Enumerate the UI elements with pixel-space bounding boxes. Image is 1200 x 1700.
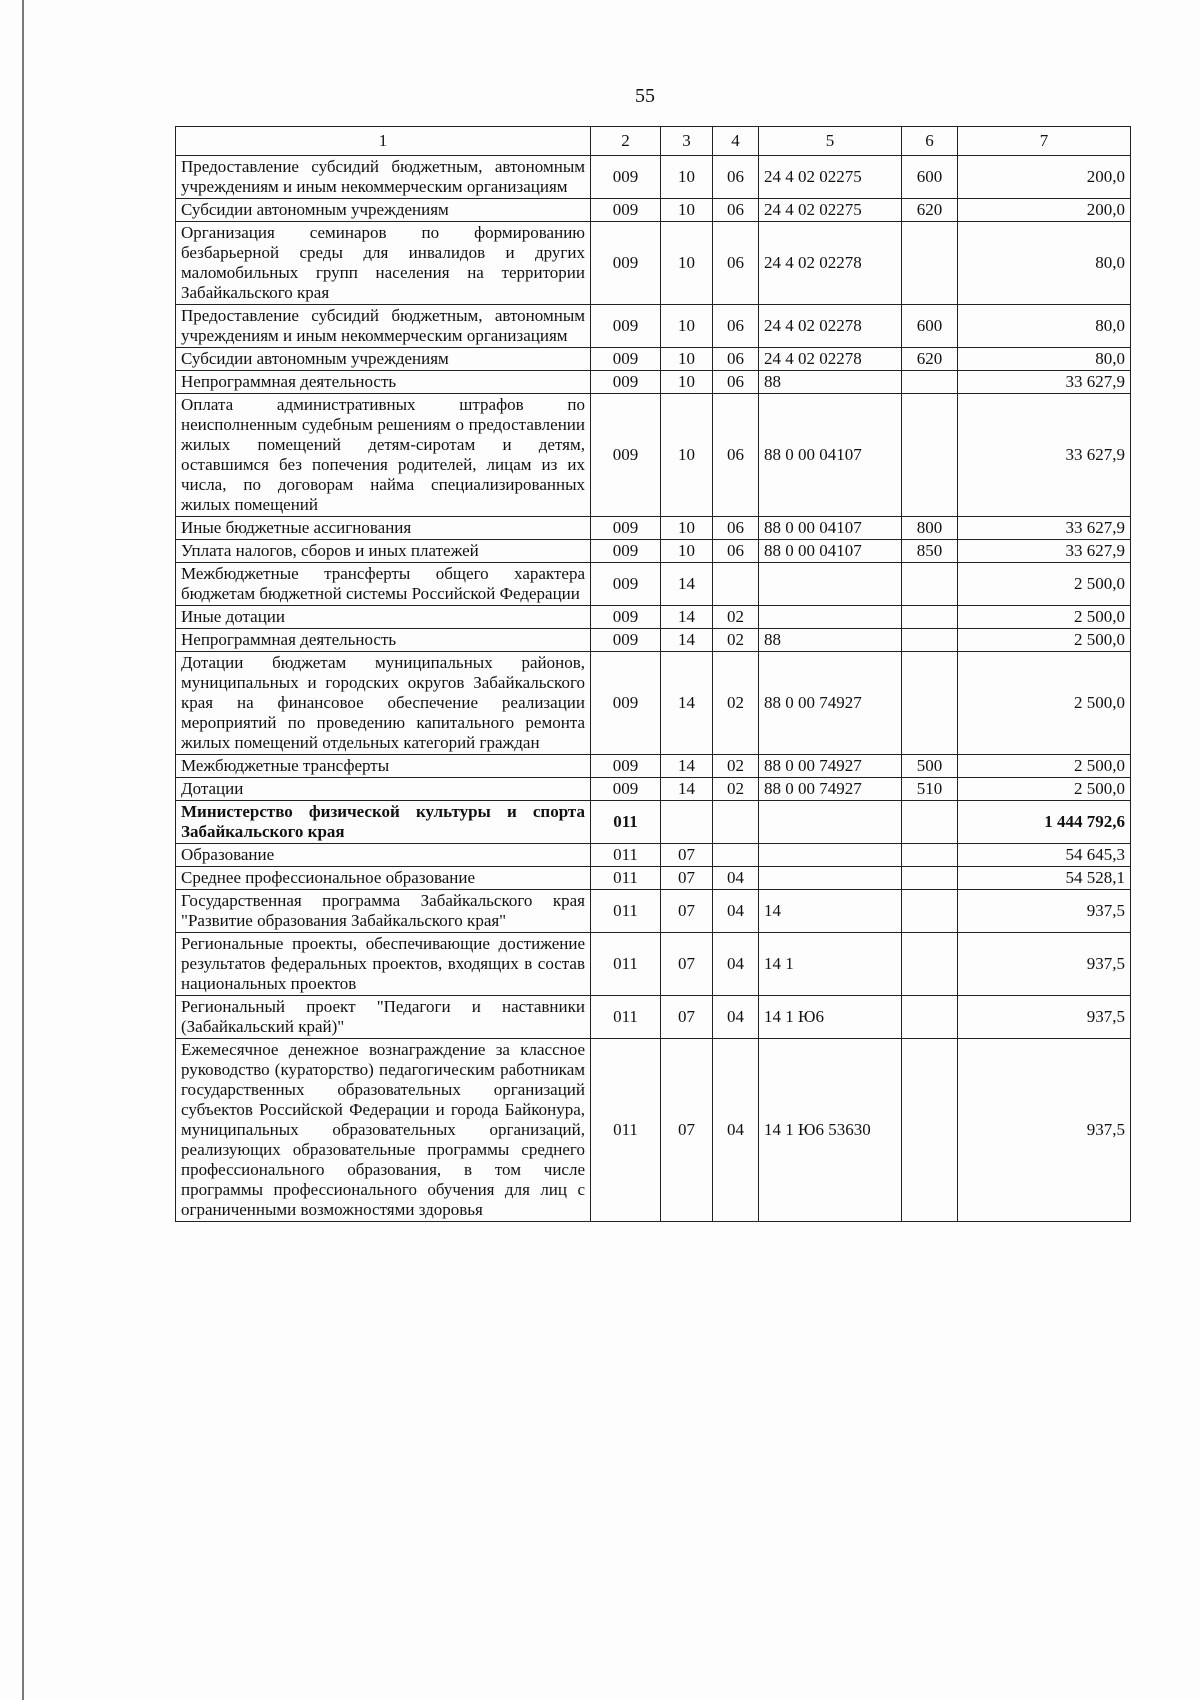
row-name-cell: Иные бюджетные ассигнования (176, 517, 591, 540)
row-name-cell: Субсидии автономным учреждениям (176, 348, 591, 371)
amount-cell: 937,5 (958, 933, 1131, 996)
row-name-cell: Уплата налогов, сборов и иных платежей (176, 540, 591, 563)
column-header-3: 3 (661, 127, 713, 156)
row-name-cell: Предоставление субсидий бюджетным, автономным учреждениям и иным некоммерческим организациям (176, 305, 591, 348)
row-name-cell: Непрограммная деятельность (176, 371, 591, 394)
section-code-cell: 07 (661, 890, 713, 933)
table-row (176, 1039, 1131, 1222)
ministry-code-cell: 009 (591, 755, 661, 778)
row-name-cell: Дотации бюджетам муниципальных районов, муниципальных и городских округов Забайкальского края на финансовое обеспечение реализации мероприятий по проведению капитального ремонта жилых помещений отдельных категорий граждан (176, 652, 591, 755)
amount-cell: 2 500,0 (958, 755, 1131, 778)
expense-type-code-cell (902, 394, 958, 517)
column-header-5: 5 (759, 127, 902, 156)
expense-type-code-cell: 500 (902, 755, 958, 778)
section-code-cell: 07 (661, 1039, 713, 1222)
target-article-code-cell: 24 4 02 02278 (759, 222, 902, 305)
target-article-code-cell: 88 (759, 371, 902, 394)
expense-type-code-cell: 510 (902, 778, 958, 801)
amount-cell: 2 500,0 (958, 606, 1131, 629)
target-article-code-cell: 14 1 Ю6 53630 (759, 1039, 902, 1222)
column-header-2: 2 (591, 127, 661, 156)
section-code-cell: 14 (661, 755, 713, 778)
row-name-cell: Межбюджетные трансферты общего характера бюджетам бюджетной системы Российской Федерации (176, 563, 591, 606)
subsection-code-cell: 02 (713, 606, 759, 629)
subsection-code-cell: 04 (713, 867, 759, 890)
row-name-cell: Оплата административных штрафов по неисполненным судебным решениям о предоставлении жилых помещений детям-сиротам и детям, оставшимся без попечения родителей, лицам из их числа, по договорам найма специализированных жилых помещений (176, 394, 591, 517)
row-name-cell: Дотации (176, 778, 591, 801)
table-row (176, 755, 1131, 778)
table-row (176, 156, 1131, 199)
table-row (176, 305, 1131, 348)
target-article-code-cell (759, 801, 902, 844)
ministry-code-cell: 009 (591, 156, 661, 199)
table-row (176, 563, 1131, 606)
expense-type-code-cell (902, 933, 958, 996)
target-article-code-cell: 88 0 00 04107 (759, 540, 902, 563)
subsection-code-cell: 06 (713, 394, 759, 517)
target-article-code-cell: 24 4 02 02278 (759, 348, 902, 371)
target-article-code-cell (759, 563, 902, 606)
ministry-code-cell: 009 (591, 563, 661, 606)
amount-cell: 33 627,9 (958, 517, 1131, 540)
row-name-cell: Среднее профессиональное образование (176, 867, 591, 890)
amount-cell: 33 627,9 (958, 371, 1131, 394)
row-name-cell: Ежемесячное денежное вознаграждение за классное руководство (кураторство) педагогическим работникам государственных образовательных организаций субъектов Российской Федерации и города Байконура, муниципальных образовательных организаций, реализующих образовательные программы среднего профессионального образования, в том числе программы профессионального обучения для лиц с ограниченными возможностями здоровья (176, 1039, 591, 1222)
amount-cell: 33 627,9 (958, 540, 1131, 563)
amount-cell: 2 500,0 (958, 778, 1131, 801)
target-article-code-cell: 88 0 00 04107 (759, 394, 902, 517)
table-row (176, 606, 1131, 629)
ministry-code-cell: 011 (591, 933, 661, 996)
subsection-code-cell: 06 (713, 305, 759, 348)
subsection-code-cell: 06 (713, 517, 759, 540)
section-code-cell: 14 (661, 629, 713, 652)
table-row (176, 517, 1131, 540)
amount-cell: 200,0 (958, 156, 1131, 199)
expense-type-code-cell (902, 606, 958, 629)
ministry-code-cell: 009 (591, 199, 661, 222)
section-code-cell: 14 (661, 563, 713, 606)
target-article-code-cell: 14 1 Ю6 (759, 996, 902, 1039)
row-name-cell: Министерство физической культуры и спорта Забайкальского края (176, 801, 591, 844)
subsection-code-cell: 02 (713, 755, 759, 778)
column-header-6: 6 (902, 127, 958, 156)
amount-cell: 937,5 (958, 890, 1131, 933)
row-name-cell: Субсидии автономным учреждениям (176, 199, 591, 222)
subsection-code-cell: 02 (713, 652, 759, 755)
subsection-code-cell: 06 (713, 371, 759, 394)
table-row (176, 801, 1131, 844)
target-article-code-cell (759, 844, 902, 867)
amount-cell: 2 500,0 (958, 629, 1131, 652)
expense-type-code-cell: 620 (902, 348, 958, 371)
expense-type-code-cell: 620 (902, 199, 958, 222)
table-row (176, 933, 1131, 996)
amount-cell: 2 500,0 (958, 563, 1131, 606)
expense-type-code-cell (902, 222, 958, 305)
row-name-cell: Непрограммная деятельность (176, 629, 591, 652)
table-row (176, 890, 1131, 933)
budget-table (175, 126, 1131, 1222)
ministry-code-cell: 009 (591, 629, 661, 652)
row-name-cell: Организация семинаров по формированию безбарьерной среды для инвалидов и других маломобильных групп населения на территории Забайкальского края (176, 222, 591, 305)
target-article-code-cell (759, 867, 902, 890)
subsection-code-cell (713, 844, 759, 867)
ministry-code-cell: 009 (591, 606, 661, 629)
ministry-code-cell: 009 (591, 305, 661, 348)
row-name-cell: Региональный проект "Педагоги и наставники (Забайкальский край)" (176, 996, 591, 1039)
table-row (176, 348, 1131, 371)
ministry-code-cell: 009 (591, 348, 661, 371)
ministry-code-cell: 011 (591, 890, 661, 933)
ministry-code-cell: 009 (591, 394, 661, 517)
expense-type-code-cell (902, 801, 958, 844)
target-article-code-cell: 88 (759, 629, 902, 652)
subsection-code-cell: 06 (713, 156, 759, 199)
row-name-cell: Образование (176, 844, 591, 867)
scan-border-line (22, 0, 24, 1700)
section-code-cell: 14 (661, 652, 713, 755)
subsection-code-cell: 06 (713, 222, 759, 305)
expense-type-code-cell: 850 (902, 540, 958, 563)
amount-cell: 80,0 (958, 348, 1131, 371)
expense-type-code-cell: 600 (902, 305, 958, 348)
expense-type-code-cell (902, 867, 958, 890)
ministry-code-cell: 009 (591, 371, 661, 394)
target-article-code-cell: 88 0 00 74927 (759, 778, 902, 801)
subsection-code-cell (713, 801, 759, 844)
target-article-code-cell: 88 0 00 04107 (759, 517, 902, 540)
amount-cell: 937,5 (958, 1039, 1131, 1222)
table-row (176, 652, 1131, 755)
amount-cell: 200,0 (958, 199, 1131, 222)
ministry-code-cell: 011 (591, 996, 661, 1039)
column-header-4: 4 (713, 127, 759, 156)
target-article-code-cell (759, 606, 902, 629)
table-row (176, 371, 1131, 394)
ministry-code-cell: 011 (591, 1039, 661, 1222)
table-row (176, 629, 1131, 652)
row-name-cell: Предоставление субсидий бюджетным, автономным учреждениям и иным некоммерческим организациям (176, 156, 591, 199)
target-article-code-cell: 88 0 00 74927 (759, 652, 902, 755)
expense-type-code-cell: 800 (902, 517, 958, 540)
section-code-cell: 14 (661, 778, 713, 801)
expense-type-code-cell (902, 652, 958, 755)
section-code-cell (661, 801, 713, 844)
table-row (176, 778, 1131, 801)
subsection-code-cell: 06 (713, 540, 759, 563)
target-article-code-cell: 24 4 02 02275 (759, 156, 902, 199)
target-article-code-cell: 14 (759, 890, 902, 933)
amount-cell: 80,0 (958, 222, 1131, 305)
subsection-code-cell: 06 (713, 199, 759, 222)
amount-cell: 80,0 (958, 305, 1131, 348)
subsection-code-cell: 06 (713, 348, 759, 371)
column-header-1: 1 (176, 127, 591, 156)
subsection-code-cell: 04 (713, 996, 759, 1039)
section-code-cell: 10 (661, 199, 713, 222)
expense-type-code-cell (902, 890, 958, 933)
target-article-code-cell: 24 4 02 02275 (759, 199, 902, 222)
amount-cell: 1 444 792,6 (958, 801, 1131, 844)
section-code-cell: 10 (661, 305, 713, 348)
section-code-cell: 10 (661, 222, 713, 305)
expense-type-code-cell (902, 996, 958, 1039)
expense-type-code-cell (902, 1039, 958, 1222)
section-code-cell: 10 (661, 348, 713, 371)
amount-cell: 2 500,0 (958, 652, 1131, 755)
ministry-code-cell: 011 (591, 867, 661, 890)
ministry-code-cell: 009 (591, 778, 661, 801)
ministry-code-cell: 009 (591, 517, 661, 540)
target-article-code-cell: 88 0 00 74927 (759, 755, 902, 778)
table-row (176, 540, 1131, 563)
table-row (176, 199, 1131, 222)
header-row (176, 127, 1131, 156)
section-code-cell: 07 (661, 933, 713, 996)
ministry-code-cell: 009 (591, 652, 661, 755)
column-header-7: 7 (958, 127, 1131, 156)
subsection-code-cell: 02 (713, 629, 759, 652)
ministry-code-cell: 011 (591, 844, 661, 867)
amount-cell: 33 627,9 (958, 394, 1131, 517)
subsection-code-cell (713, 563, 759, 606)
section-code-cell: 10 (661, 517, 713, 540)
expense-type-code-cell (902, 563, 958, 606)
row-name-cell: Региональные проекты, обеспечивающие достижение результатов федеральных проектов, входящих в состав национальных проектов (176, 933, 591, 996)
amount-cell: 54 528,1 (958, 867, 1131, 890)
table-row (176, 867, 1131, 890)
expense-type-code-cell (902, 371, 958, 394)
page-number: 55 (635, 85, 655, 107)
row-name-cell: Межбюджетные трансферты (176, 755, 591, 778)
section-code-cell: 10 (661, 540, 713, 563)
table-row (176, 996, 1131, 1039)
ministry-code-cell: 009 (591, 222, 661, 305)
table-row (176, 394, 1131, 517)
expense-type-code-cell (902, 844, 958, 867)
expense-type-code-cell: 600 (902, 156, 958, 199)
target-article-code-cell: 14 1 (759, 933, 902, 996)
target-article-code-cell: 24 4 02 02278 (759, 305, 902, 348)
amount-cell: 937,5 (958, 996, 1131, 1039)
subsection-code-cell: 02 (713, 778, 759, 801)
subsection-code-cell: 04 (713, 933, 759, 996)
subsection-code-cell: 04 (713, 890, 759, 933)
expense-type-code-cell (902, 629, 958, 652)
section-code-cell: 14 (661, 606, 713, 629)
section-code-cell: 07 (661, 996, 713, 1039)
amount-cell: 54 645,3 (958, 844, 1131, 867)
section-code-cell: 10 (661, 371, 713, 394)
table-row (176, 222, 1131, 305)
ministry-code-cell: 011 (591, 801, 661, 844)
section-code-cell: 10 (661, 156, 713, 199)
subsection-code-cell: 04 (713, 1039, 759, 1222)
section-code-cell: 07 (661, 844, 713, 867)
section-code-cell: 10 (661, 394, 713, 517)
ministry-code-cell: 009 (591, 540, 661, 563)
row-name-cell: Государственная программа Забайкальского края "Развитие образования Забайкальского края" (176, 890, 591, 933)
section-code-cell: 07 (661, 867, 713, 890)
row-name-cell: Иные дотации (176, 606, 591, 629)
table-row (176, 844, 1131, 867)
